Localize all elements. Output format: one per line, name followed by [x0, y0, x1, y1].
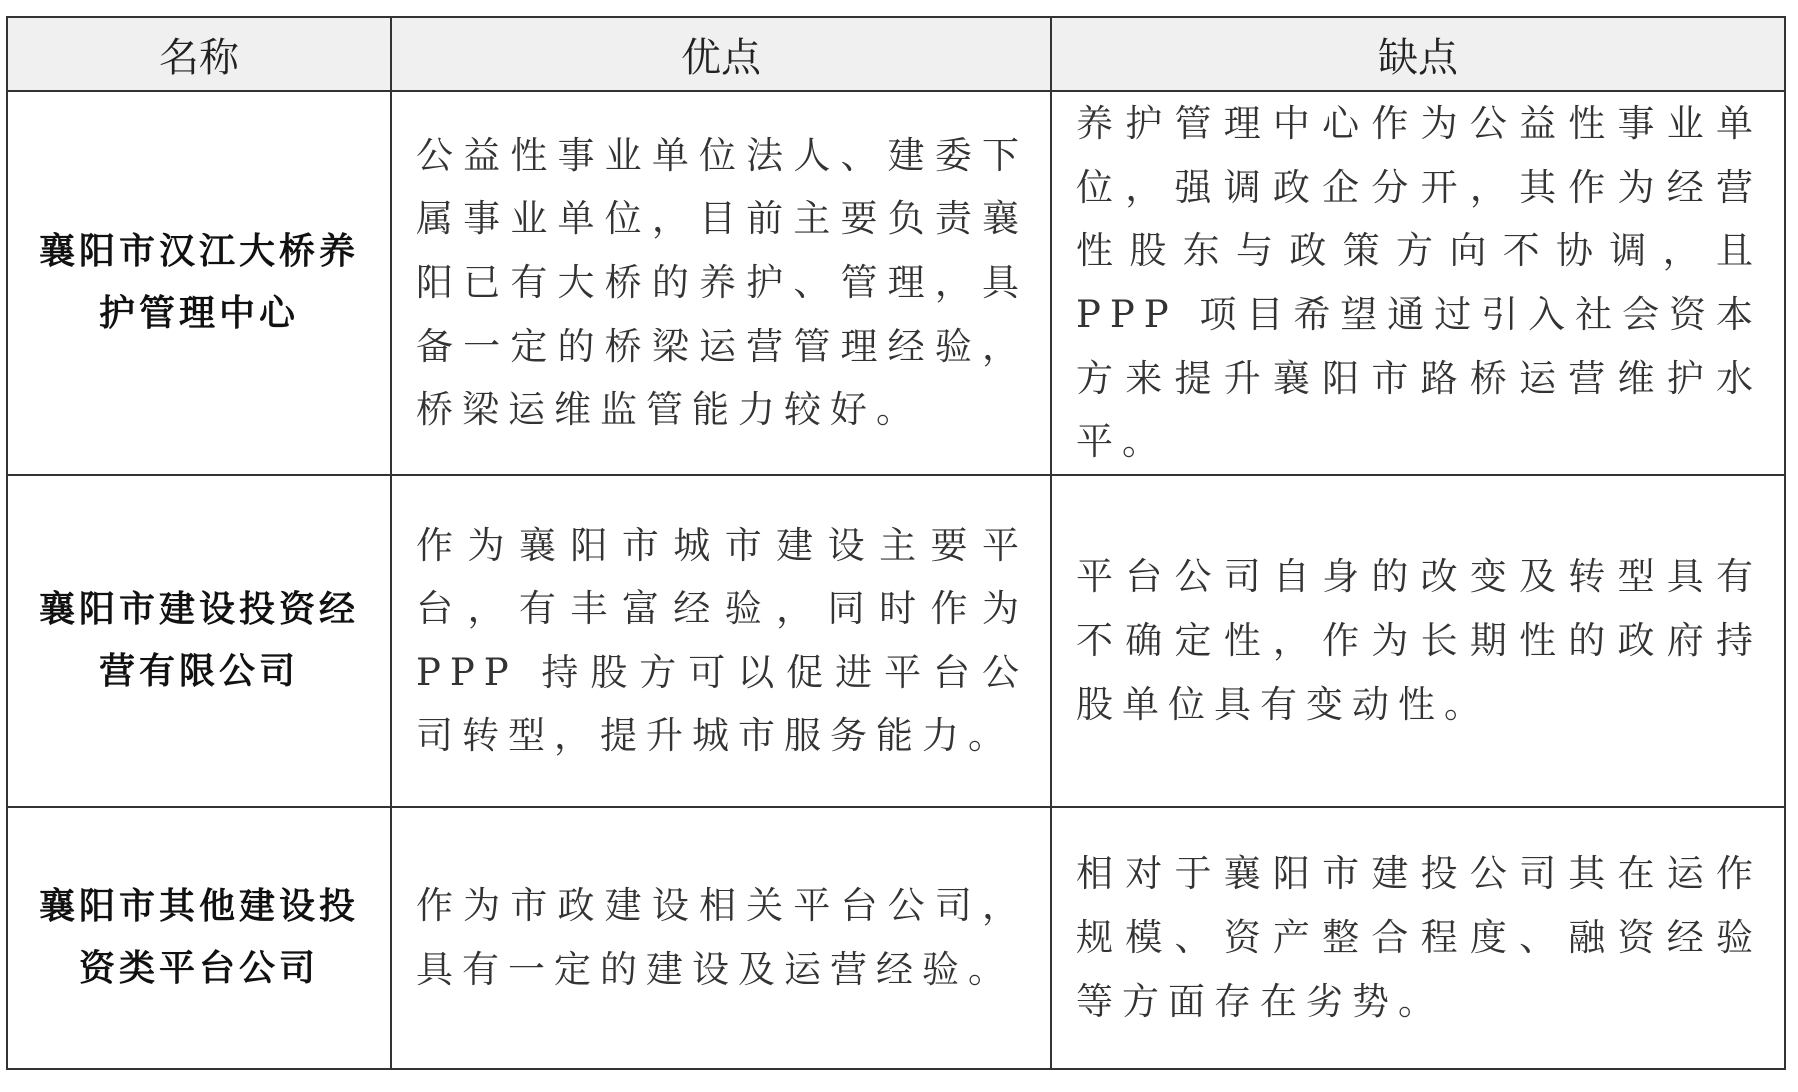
- row-cons: 平台公司自身的改变及转型具有不确定性，作为长期性的政府持股单位具有变动性。: [1051, 475, 1785, 807]
- row-cons: 相对于襄阳市建投公司其在运作规模、资产整合程度、融资经验等方面存在劣势。: [1051, 807, 1785, 1069]
- row-pros: 作为襄阳市城市建设主要平台，有丰富经验，同时作为 PPP 持股方可以促进平台公司转型，提升城市服务能力。: [391, 475, 1051, 807]
- table-row: [7, 91, 1785, 475]
- header-cons: 缺点: [1051, 17, 1785, 91]
- table-row: [7, 475, 1785, 807]
- row-pros: 公益性事业单位法人、建委下属事业单位，目前主要负责襄阳已有大桥的养护、管理，具备一定的桥梁运营管理经验，桥梁运维监管能力较好。: [391, 91, 1051, 475]
- table-row: [7, 807, 1785, 1069]
- row-name: 襄阳市其他建设投资类平台公司: [7, 807, 391, 1069]
- header-name: 名称: [7, 17, 391, 91]
- row-cons: 养护管理中心作为公益性事业单位，强调政企分开，其作为经营性股东与政策方向不协调，且 PPP 项目希望通过引入社会资本方来提升襄阳市路桥运营维护水平。: [1051, 91, 1785, 475]
- row-pros: 作为市政建设相关平台公司，具有一定的建设及运营经验。: [391, 807, 1051, 1069]
- header-pros: 优点: [391, 17, 1051, 91]
- header-row: [7, 17, 1785, 91]
- comparison-table: [6, 16, 1786, 1070]
- row-name: 襄阳市建设投资经营有限公司: [7, 475, 391, 807]
- row-name: 襄阳市汉江大桥养护管理中心: [7, 91, 391, 475]
